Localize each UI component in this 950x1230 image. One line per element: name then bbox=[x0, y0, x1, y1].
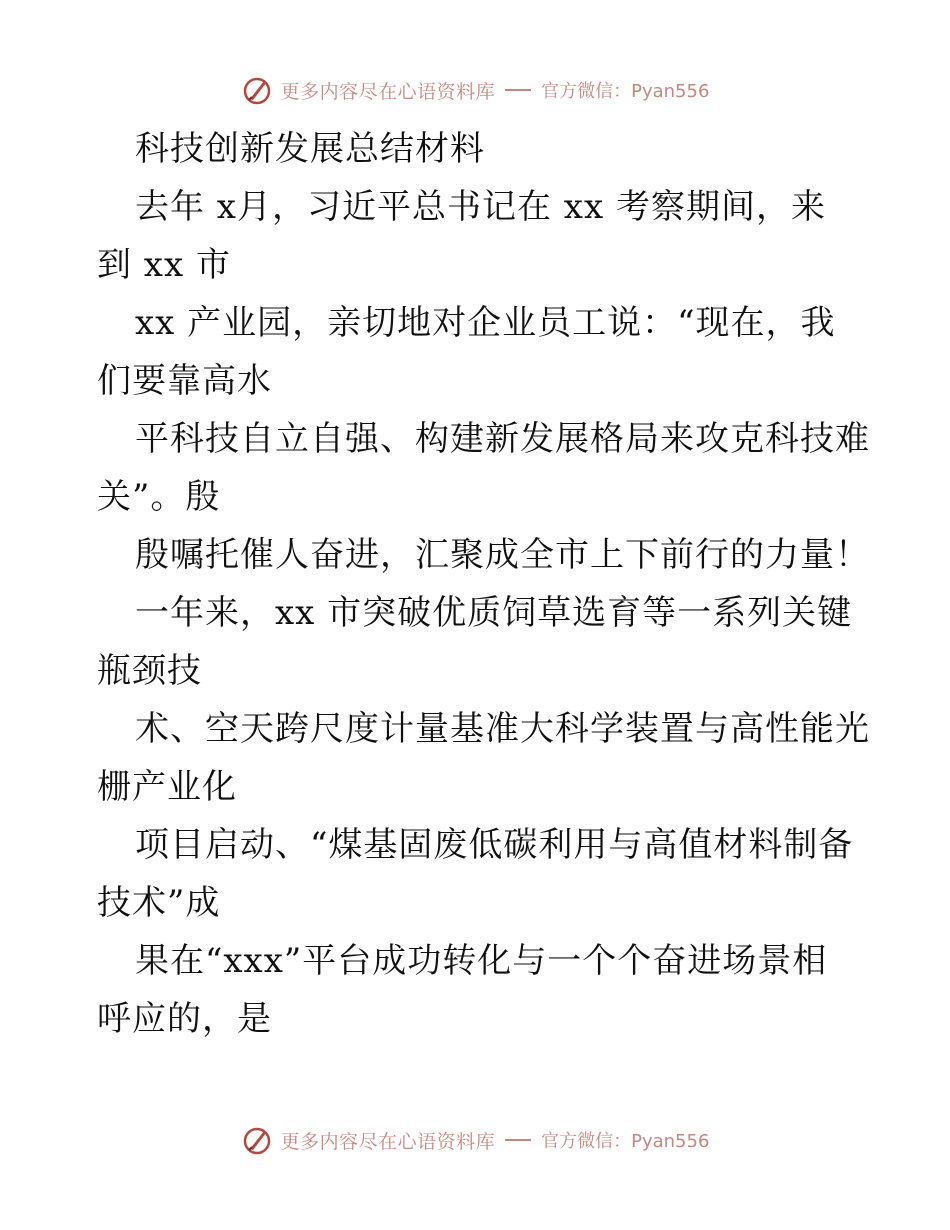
text-line: 瓶颈技 bbox=[97, 651, 202, 691]
header-watermark bbox=[0, 70, 950, 110]
text-line: 项目启动、“煤基固废低碳利用与高值材料制备 bbox=[135, 825, 854, 865]
text-line: xx 产业园，亲切地对企业员工说：“现在，我 bbox=[135, 303, 836, 343]
text-line: 术、空天跨尺度计量基准大科学装置与高性能光 bbox=[135, 709, 870, 749]
text-line: 们要靠高水 bbox=[97, 361, 272, 401]
quill-seal-icon bbox=[241, 1124, 273, 1156]
watermark-text: 更多内容尽在心语资料库 bbox=[280, 80, 496, 103]
document-title: 科技创新发展总结材料 bbox=[135, 129, 485, 169]
text-line: 去年 x月，习近平总书记在 xx 考察期间，来 bbox=[135, 187, 826, 227]
document-body bbox=[97, 120, 870, 1048]
text-line: 一年来，xx 市突破优质饲草选育等一系列关键 bbox=[135, 593, 853, 633]
text-line: 果在“xxx”平台成功转化与一个个奋进场景相 bbox=[135, 941, 828, 981]
quill-seal-icon bbox=[241, 74, 273, 106]
text-line: 平科技自立自强、构建新发展格局来攻克科技难 bbox=[135, 419, 870, 459]
text-line: 技术”成 bbox=[97, 883, 221, 923]
watermark-wechat: 官方微信：Pyan556 bbox=[541, 81, 710, 102]
footer-watermark bbox=[0, 1120, 950, 1160]
text-line: 呼应的，是 bbox=[97, 999, 272, 1039]
watermark-dash bbox=[505, 89, 531, 91]
watermark-text: 更多内容尽在心语资料库 bbox=[280, 1130, 496, 1153]
watermark-dash bbox=[505, 1139, 531, 1141]
watermark-wechat: 官方微信：Pyan556 bbox=[541, 1131, 710, 1152]
text-line: 栅产业化 bbox=[97, 767, 237, 807]
text-line: 到 xx 市 bbox=[97, 245, 231, 285]
text-line: 关”。殷 bbox=[97, 477, 221, 517]
text-line: 殷嘱托催人奋进，汇聚成全市上下前行的力量！ bbox=[135, 535, 870, 575]
